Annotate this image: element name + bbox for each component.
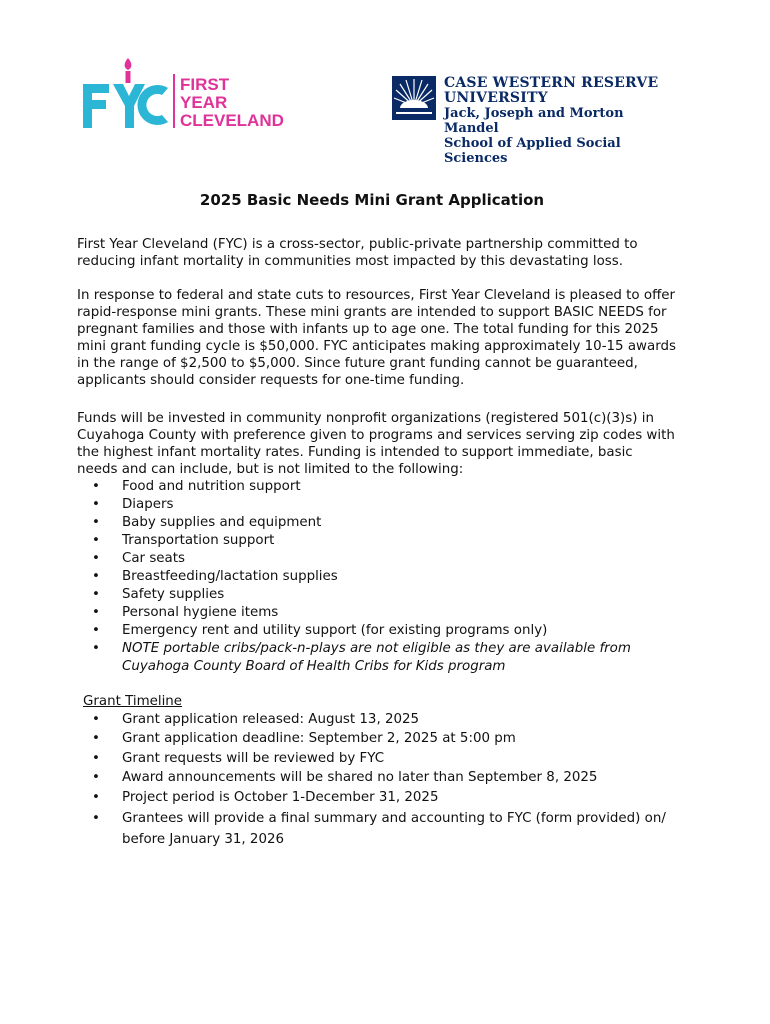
bullet-icon: • bbox=[92, 623, 100, 638]
document-title: 2025 Basic Needs Mini Grant Application bbox=[199, 191, 545, 209]
list-item: • Breastfeeding/lactation supplies bbox=[92, 569, 338, 584]
list-item: • Diapers bbox=[92, 497, 174, 512]
cwru-wordmark bbox=[444, 76, 672, 166]
cwru-logo bbox=[392, 75, 672, 166]
bullet-icon: • bbox=[92, 712, 100, 727]
basic-needs-list bbox=[92, 478, 692, 676]
bullet-icon: • bbox=[92, 770, 100, 786]
list-item: • Baby supplies and equipment bbox=[92, 515, 322, 530]
timeline-item: • Award announcements will be shared no later than September 8, 2025 bbox=[92, 770, 598, 786]
fyc-word-first: FIRST bbox=[180, 75, 230, 94]
timeline-item: • Grantees will provide a final summary and accounting to FYC (form provided) on/ before January 31, 2026 bbox=[92, 808, 692, 850]
bullet-icon: • bbox=[92, 641, 100, 656]
cwru-sunburst-icon bbox=[392, 76, 436, 120]
fyc-word-year: YEAR bbox=[180, 93, 228, 112]
timeline-list bbox=[92, 711, 692, 850]
bullet-icon: • bbox=[92, 551, 100, 566]
response-paragraph: In response to federal and state cuts to resources, First Year Cleveland is pleased to offer rapid-response mini grants. These mini grants are intended to support BASIC NEEDS for pregnant families and those with infants up to age one. The total funding for this 2025 mini grant funding cycle is $50,000. FYC anticipates making approximately 10-15 awards in the range of $2,500 to $5,000. Since future grant funding cannot be guaranteed, applicants should consider requests for one-time funding. bbox=[77, 288, 676, 388]
fyc-word-cleveland: CLEVELAND bbox=[180, 111, 284, 130]
bullet-icon: • bbox=[92, 810, 100, 826]
note-item: • NOTE portable cribs/pack-n-plays are not eligible as they are available from Cuyahoga County Board of Health Cribs for Kids program bbox=[92, 641, 631, 674]
fyc-logo-graphic bbox=[80, 54, 295, 134]
bullet-icon: • bbox=[92, 515, 100, 530]
bullet-icon: • bbox=[92, 587, 100, 602]
bullet-icon: • bbox=[92, 750, 100, 766]
cwru-line-3: Jack, Joseph and Morton Mandel bbox=[444, 106, 624, 136]
timeline-item: • Grant application released: August 13, 2025 bbox=[92, 712, 420, 727]
cwru-line-1: CASE WESTERN RESERVE bbox=[444, 75, 659, 91]
bullet-icon: • bbox=[92, 789, 100, 805]
cwru-line-2: UNIVERSITY bbox=[444, 90, 548, 106]
bullet-icon: • bbox=[92, 497, 100, 512]
timeline-heading: Grant Timeline bbox=[83, 694, 183, 709]
funds-paragraph: Funds will be invested in community nonprofit organizations (registered 501(c)(3)s) in Cuyahoga County with preference given to programs and services serving zip codes with the highest infant mortality rates. Funding is intended to support immediate, basic needs and can include, but is not limited to the following: bbox=[77, 411, 675, 477]
list-item: • Safety supplies bbox=[92, 587, 225, 602]
bullet-icon: • bbox=[92, 533, 100, 548]
list-item: • Food and nutrition support bbox=[92, 479, 301, 494]
bullet-icon: • bbox=[92, 731, 100, 747]
list-item: • Personal hygiene items bbox=[92, 605, 279, 620]
bullet-icon: • bbox=[92, 479, 100, 494]
list-item: • Transportation support bbox=[92, 533, 275, 548]
cwru-line-4: School of Applied Social Sciences bbox=[444, 136, 621, 166]
list-item: • Car seats bbox=[92, 551, 185, 566]
timeline-item: • Grant requests will be reviewed by FYC bbox=[92, 750, 385, 766]
fyc-logo bbox=[80, 54, 295, 134]
list-item: • Emergency rent and utility support (for existing programs only) bbox=[92, 623, 548, 638]
bullet-icon: • bbox=[92, 569, 100, 584]
timeline-item: • Project period is October 1-December 31, 2025 bbox=[92, 789, 439, 805]
bullet-icon: • bbox=[92, 605, 100, 620]
timeline-item: • Grant application deadline: September 2, 2025 at 5:00 pm bbox=[92, 731, 516, 747]
intro-paragraph: First Year Cleveland (FYC) is a cross-sector, public-private partnership committed to reducing infant mortality in communities most impacted by this devastating loss. bbox=[77, 237, 638, 269]
